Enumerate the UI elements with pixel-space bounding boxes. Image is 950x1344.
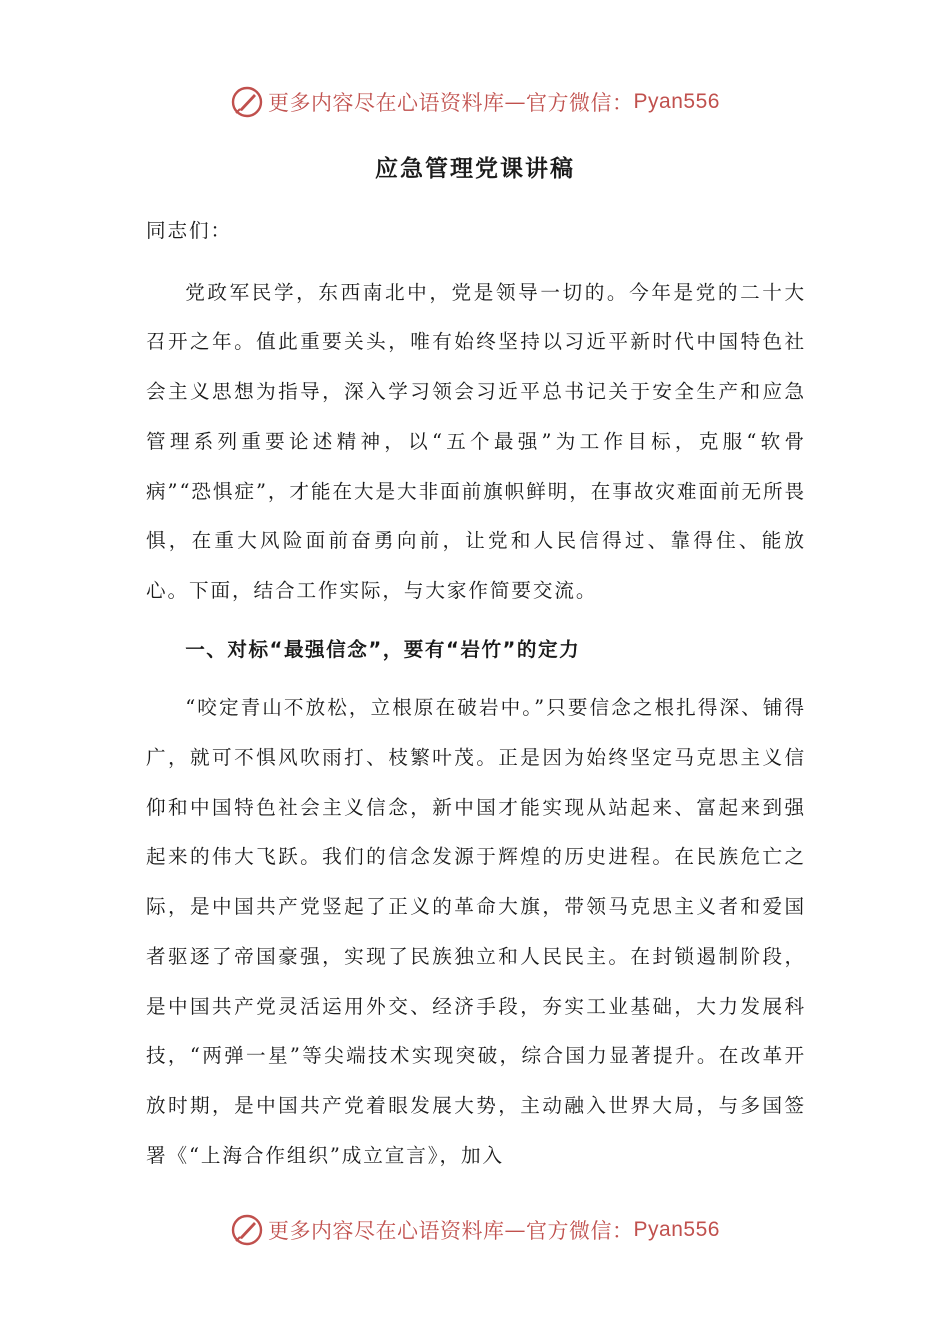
document-body — [146, 206, 806, 1180]
banner-text: 更多内容尽在心语资料库 — [268, 91, 505, 115]
banner-wechat-label: 官方微信： — [526, 1219, 634, 1243]
footer-banner — [0, 1210, 950, 1250]
banner-dash: — — [504, 90, 527, 114]
banner-wechat-label: 官方微信： — [526, 91, 634, 115]
quill-logo-icon — [230, 1213, 264, 1247]
greeting: 同志们： — [146, 219, 232, 242]
banner-text: 更多内容尽在心语资料库 — [268, 1219, 505, 1243]
banner-dash: — — [504, 1218, 527, 1242]
quill-logo-icon — [230, 85, 264, 119]
banner-wechat-id: Pyan556 — [633, 90, 720, 113]
document-title: 应急管理党课讲稿 — [375, 156, 575, 182]
banner-wechat-id: Pyan556 — [633, 1218, 720, 1241]
header-banner — [0, 82, 950, 122]
section-heading: 一、对标“最强信念”，要有“岩竹”的定力 — [185, 637, 581, 661]
paragraph: “咬定青山不放松，立根原在破岩中。”只要信念之根扎得深、铺得广，就可不惧风吹雨打、枝繁叶茂。正是因为始终坚定马克思主义信仰和中国特色社会主义信念，新中国才能实现从站起来、富起来到强起来的伟大飞跃。我们的信念发源于辉煌的历史进程。在民族危亡之际，是中国共产党竖起了正义的革命大旗，带领马克思主义者和爱国者驱逐了帝国豪强，实现了民族独立和人民民主。在封锁遏制阶段，是中国共产党灵活运用外交、经济手段，夯实工业基础，大力发展科技，“两弹一星”等尖端技术实现突破，综合国力显著提升。在改革开放时期，是中国共产党着眼发展大势，主动融入世界大局，与多国签署《“上海合作组织”成立宣言》，加入 — [146, 696, 806, 1167]
paragraph: 党政军民学，东西南北中，党是领导一切的。今年是党的二十大召开之年。值此重要关头，唯有始终坚持以习近平新时代中国特色社会主义思想为指导，深入学习领会习近平总书记关于安全生产和应急管理系列重要论述精神，以“五个最强”为工作目标，克服“软骨病”“恐惧症”，才能在大是大非面前旗帜鲜明，在事故灾难面前无所畏惧，在重大风险面前奋勇向前，让党和人民信得过、靠得住、能放心。下面，结合工作实际，与大家作简要交流。 — [146, 280, 806, 602]
